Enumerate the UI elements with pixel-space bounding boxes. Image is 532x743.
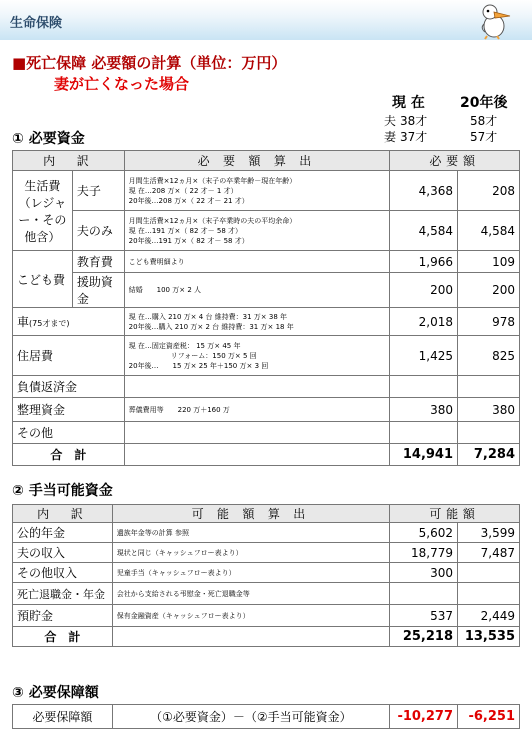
calc-line: 現 在…208 万×（ 22 才－ 1 才） — [128, 186, 238, 195]
total-label: 合 計 — [13, 444, 125, 466]
total-later: 13,535 — [458, 627, 520, 647]
total-row — [13, 627, 520, 647]
calc-line: 20年後…208 万×（ 22 才－ 21 才） — [128, 196, 249, 205]
total-later: 7,284 — [458, 444, 520, 466]
header-label: 生命保険 — [10, 16, 63, 31]
coverage-formula: （①必要資金）－（②手当可能資金） — [112, 705, 389, 729]
section-heading-required-funds: ① 必要資金 — [12, 131, 85, 147]
table-row — [13, 308, 520, 336]
amount-now: 300 — [390, 563, 458, 583]
calc-line: 20年後…191 万×（ 82 才－ 58 才） — [128, 236, 249, 245]
amount-now — [390, 583, 458, 605]
amount-later: 825 — [458, 336, 520, 376]
row-label: 預貯金 — [13, 605, 113, 627]
calc-text: 保有金融資産（キャッシュフロー表より） — [112, 605, 389, 627]
required-funds-table — [12, 150, 520, 466]
amount-later: 4,584 — [458, 211, 520, 251]
table-row — [13, 398, 520, 422]
age-who: 妻 — [384, 130, 397, 144]
calc-text: 遺族年金等の計算 参照 — [112, 523, 389, 543]
amount-later: 7,487 — [458, 543, 520, 563]
age-now: 37才 — [400, 130, 428, 144]
calc-line: 現 在…固定資産税： 15 万× 45 年 — [128, 341, 241, 350]
table-row — [13, 705, 520, 729]
total-label: 合 計 — [13, 627, 113, 647]
required-coverage-table — [12, 704, 520, 729]
row-label: 住居費 — [13, 336, 125, 376]
amount-later: 978 — [458, 308, 520, 336]
table-row — [13, 422, 520, 444]
amount-later: 109 — [458, 251, 520, 273]
table-row — [13, 171, 520, 211]
table-row — [13, 543, 520, 563]
amount-now: 537 — [390, 605, 458, 627]
calc-line: 20年後…購入 210 万× 2 台 維持費：31 万× 18 年 — [128, 322, 294, 331]
column-header-now: 現 在 — [392, 95, 425, 111]
header-amount: 可能額 — [390, 505, 520, 523]
calc-line: 葬儀費用等 220 万＋160 万 — [128, 405, 230, 414]
row-label: 公的年金 — [13, 523, 113, 543]
table-row — [13, 273, 520, 308]
row-label-note: (75才まで) — [29, 319, 70, 328]
amount-later — [458, 563, 520, 583]
amount-later: 380 — [458, 398, 520, 422]
age-who: 夫 — [384, 114, 397, 128]
age-now: 38才 — [400, 114, 428, 128]
calc-line: リフォーム：150 万× 5 回 — [170, 351, 257, 360]
row-label: その他 — [13, 422, 125, 444]
table-row — [13, 336, 520, 376]
table-row — [13, 605, 520, 627]
calc-line: 月間生活費×12ヵ月×（末子卒業時の夫の平均余命） — [128, 216, 297, 225]
pelican-mascot-icon — [470, 2, 514, 40]
table-header-row — [13, 151, 520, 171]
amount-now — [390, 422, 458, 444]
amount-later — [458, 376, 520, 398]
section-heading-required-coverage: ③ 必要保障額 — [12, 685, 99, 701]
amount-later: 2,449 — [458, 605, 520, 627]
calc-line: こども費明細より — [128, 257, 185, 266]
amount-later: 200 — [458, 273, 520, 308]
table-header-row — [13, 505, 520, 523]
header-amount: 必要額 — [390, 151, 520, 171]
total-row — [13, 444, 520, 466]
row-label: 夫のみ — [72, 211, 124, 251]
amount-later — [458, 583, 520, 605]
child-cost-label: こども費 — [13, 251, 73, 308]
page-subtitle: 妻が亡くなった場合 — [54, 75, 190, 93]
calc-line: 現 在…購入 210 万× 4 台 維持費：31 万× 38 年 — [128, 312, 288, 321]
amount-now: 1,966 — [390, 251, 458, 273]
table-row — [13, 211, 520, 251]
header-breakdown: 内 訳 — [13, 505, 113, 523]
row-label: 夫の収入 — [13, 543, 113, 563]
amount-now: 4,584 — [390, 211, 458, 251]
header-calculation: 必 要 額 算 出 — [124, 151, 389, 171]
amount-now: 18,779 — [390, 543, 458, 563]
amount-now: 380 — [390, 398, 458, 422]
calc-text: 会社から支給される弔慰金・死亡退職金等 — [112, 583, 389, 605]
amount-now — [390, 376, 458, 398]
row-label: 援助資金 — [72, 273, 124, 308]
row-label: 負債返済金 — [13, 376, 125, 398]
coverage-now: -10,277 — [390, 705, 458, 729]
total-now: 25,218 — [390, 627, 458, 647]
age-later: 57才 — [470, 130, 498, 144]
table-row — [13, 251, 520, 273]
amount-now: 4,368 — [390, 171, 458, 211]
amount-now: 1,425 — [390, 336, 458, 376]
total-now: 14,941 — [390, 444, 458, 466]
row-label: 死亡退職金・年金 — [13, 583, 113, 605]
row-label: 車 — [17, 315, 30, 329]
calc-text: 現状と同じ（キャッシュフロー表より） — [112, 543, 389, 563]
header-calculation: 可 能 額 算 出 — [112, 505, 389, 523]
calc-line: 月間生活費×12ヵ月×（末子の卒業年齢－現在年齢） — [128, 176, 297, 185]
table-row — [13, 583, 520, 605]
calc-text: 児童手当（キャッシュフロー表より） — [112, 563, 389, 583]
row-label: 教育費 — [72, 251, 124, 273]
table-row — [13, 376, 520, 398]
available-funds-table — [12, 504, 520, 647]
table-row — [13, 563, 520, 583]
coverage-later: -6,251 — [458, 705, 520, 729]
coverage-label: 必要保障額 — [13, 705, 113, 729]
calc-line: 結婚 100 万× 2 人 — [128, 286, 201, 294]
calc-line: 20年後… 15 万× 25 年＋150 万× 3 回 — [128, 361, 269, 370]
age-later: 58才 — [470, 114, 498, 128]
amount-later: 208 — [458, 171, 520, 211]
amount-now: 2,018 — [390, 308, 458, 336]
amount-later: 3,599 — [458, 523, 520, 543]
header-breakdown: 内 訳 — [13, 151, 125, 171]
amount-now: 200 — [390, 273, 458, 308]
page-title: ■死亡保障 必要額の計算（単位：万円） — [12, 54, 287, 72]
row-label: 整理資金 — [13, 398, 125, 422]
column-header-later: 20年後 — [460, 95, 508, 111]
row-label: その他収入 — [13, 563, 113, 583]
amount-now: 5,602 — [390, 523, 458, 543]
row-label: 夫子 — [72, 171, 124, 211]
amount-later — [458, 422, 520, 444]
calc-line: 現 在…191 万×（ 82 才－ 58 才） — [128, 226, 243, 235]
living-cost-label: 生活費（レジャー・その他含） — [13, 171, 73, 251]
header-band — [0, 0, 532, 40]
section-heading-available-funds: ② 手当可能資金 — [12, 483, 113, 499]
table-row — [13, 523, 520, 543]
